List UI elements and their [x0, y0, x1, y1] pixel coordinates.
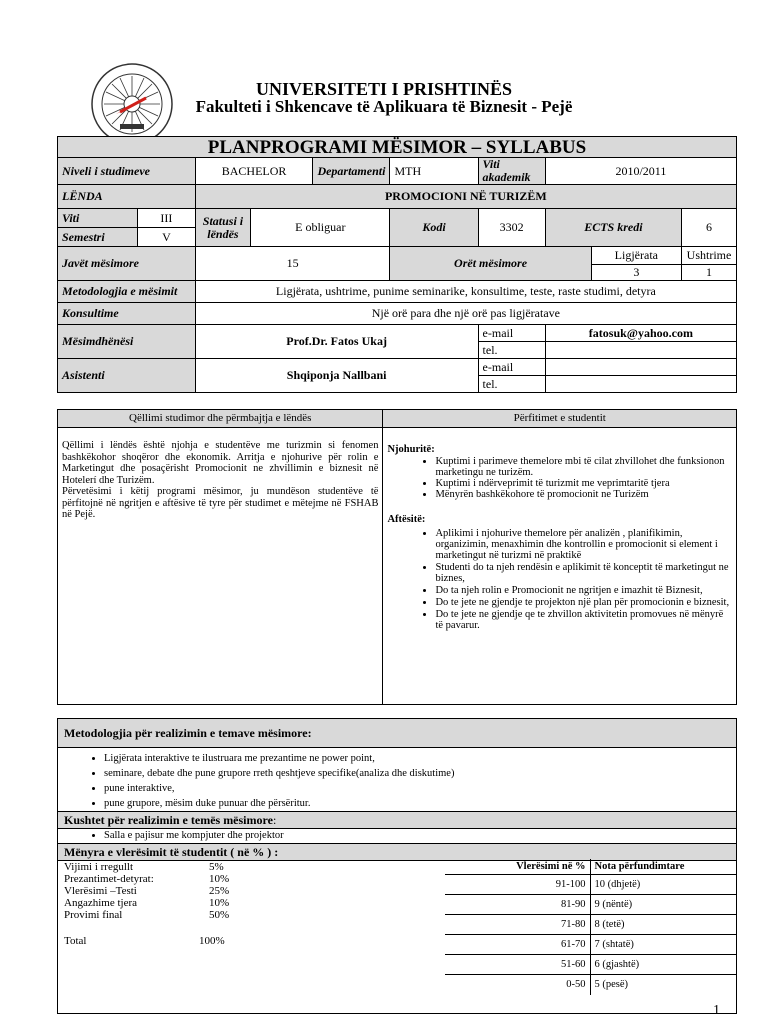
departamenti-value: MTH: [390, 158, 478, 185]
aims-content: [58, 428, 383, 705]
asistenti-email-label: e-mail: [478, 359, 545, 376]
ushtrime-value: 1: [682, 265, 737, 281]
ligjerata-label: Ligjërata: [591, 247, 681, 265]
viti-akademik-label: Viti akademik: [478, 158, 545, 185]
grade-range: 51-60: [445, 955, 590, 975]
assessment-total-row: [64, 935, 294, 947]
aims-header: Qëllimi studimor dhe përmbajtja e lëndës: [58, 410, 383, 428]
grade-range: 61-70: [445, 935, 590, 955]
assessment-row: [64, 909, 294, 921]
assessment-label: Vijimi i rregullt: [64, 861, 133, 873]
assessment-total-label: Total: [64, 935, 87, 947]
asistenti-value: Shqiponja Nallbani: [195, 359, 478, 393]
conditions-colon: :: [272, 813, 277, 827]
grade-value: 7 (shtatë): [590, 935, 736, 955]
aims-benefits-table: [57, 409, 737, 705]
benefits-content: [383, 428, 737, 705]
mesimdhenesi-label: Mësimdhënësi: [58, 325, 196, 359]
assessment-row: [64, 873, 294, 885]
grade-value: 10 (dhjetë): [590, 875, 736, 895]
kodi-value: 3302: [478, 209, 545, 247]
list-item: • Do te jete ne gjendje te projekton një plan për promocionin e biznesit,: [435, 597, 732, 608]
ects-label: ECTS kredi: [545, 209, 681, 247]
konsultime-value: Një orë para dhe një orë pas ligjëratave: [195, 303, 736, 325]
methodology-header: Metodologjia për realizimin e temave mësimore:: [58, 719, 736, 748]
ushtrime-label: Ushtrime: [682, 247, 737, 265]
grades-header-grade: Nota përfundimtare: [590, 859, 736, 875]
list-item: • pune grupore, mësim duke punuar dhe përsëritur.: [104, 796, 736, 811]
assessment-label: Vlerësimi –Testi: [64, 885, 137, 897]
assessment-value: 10%: [209, 873, 230, 885]
list-item: • Kuptimi i ndërveprimit të turizmit me veprimtaritë tjera: [435, 478, 732, 489]
metodologjia-value: Ligjërata, ushtrime, punime seminarike, konsultime, teste, raste studimi, detyra: [195, 281, 736, 303]
assessment-label: Provimi final: [64, 909, 123, 921]
asistenti-tel-label: tel.: [478, 376, 545, 393]
metodologjia-label: Metodologjia e mësimit: [58, 281, 196, 303]
assessment-value: 10%: [209, 897, 230, 909]
grade-value: 8 (tetë): [590, 915, 736, 935]
list-item: • Studenti do ta njeh rendësin e aplikimit të konceptit të marketingut ne biznes,: [435, 562, 732, 584]
javet-label: Javët mësimore: [58, 247, 196, 281]
grade-range: 71-80: [445, 915, 590, 935]
list-item: • Mënyrën bashkëkohore të promocionit ne Turizëm: [435, 489, 732, 500]
assessment-label: Angazhime tjera: [64, 897, 137, 909]
aims-paragraph-2: Përvetësimi i këtij programi mësimor, ju mundëson studentëve të përfitojnë në ngritjen e aftësive të tyre për studimet e mëtejme në FSHAB në Pejë.: [62, 486, 379, 520]
assessment-label: Prezantimet-detyrat:: [64, 873, 154, 885]
grades-table: [445, 859, 736, 995]
assessment-row: [64, 861, 294, 873]
viti-label: Viti: [58, 209, 138, 228]
syllabus-title: PLANPROGRAMI MËSIMOR – SYLLABUS: [58, 137, 737, 158]
grades-header-range: Vlerësimi në %: [445, 859, 590, 875]
aftesite-label: Aftësitë:: [387, 513, 426, 525]
methodology-list: [58, 748, 736, 811]
assessment-row: [64, 885, 294, 897]
departamenti-label: Departamenti: [313, 158, 390, 185]
ligjerata-value: 3: [591, 265, 681, 281]
conditions-title: Kushtet për realizimin e temës mësimore: [64, 813, 273, 827]
grade-range: 0-50: [445, 975, 590, 995]
assessment-list: [64, 861, 294, 947]
semestri-label: Semestri: [58, 228, 138, 247]
asistenti-email-value: [545, 359, 736, 376]
statusi-label: Statusi i lëndës: [195, 209, 250, 247]
viti-akademik-value: 2010/2011: [545, 158, 736, 185]
aftesite-list: [387, 528, 732, 631]
conditions-list: [58, 829, 736, 843]
methodology-block: [57, 718, 737, 1014]
niveli-label: Niveli i studimeve: [58, 158, 196, 185]
university-name: UNIVERSITETI I PRISHTINËS: [255, 79, 513, 99]
assessment-total-value: 100%: [199, 935, 225, 947]
page-number: 1: [713, 1003, 720, 1018]
asistenti-label: Asistenti: [58, 359, 196, 393]
list-item: • Ligjërata interaktive te ilustruara me prezantime ne power point,: [104, 751, 736, 766]
syllabus-info-table: [57, 136, 737, 393]
statusi-value: E obliguar: [251, 209, 390, 247]
list-item: • Aplikimi i njohurive themelore për analizën , planifikimin, organizimin, menaxhimin dhe kontrollin e promocionit si element i marketingut në turizmi në praktikë: [435, 528, 732, 561]
mesimdhenesi-email: fatosuk@yahoo.com: [545, 325, 736, 342]
list-item: • Salla e pajisur me kompjuter dhe projektor: [104, 829, 736, 843]
aims-paragraph-1: Qëllimi i lëndës është njohja e studentëve me turizmin si fenomen bashkëkohor shoqëror dhe ekonomik. Arritja e njohurive për rolin e Marketingut dhe posaçërisht Promocionit ne zhvillimin e biznesit në Hotelerí dhe Turizëm.: [62, 440, 379, 486]
njohurite-list: [387, 456, 732, 500]
grade-value: 9 (nëntë): [590, 895, 736, 915]
conditions-header: [58, 811, 736, 829]
viti-value: III: [138, 209, 196, 228]
assessment-value: 50%: [209, 909, 230, 921]
list-item: • Do te jete ne gjendje qe te zhvillon aktivitetin promovues në mënyrë të pavarur.: [435, 609, 732, 631]
konsultime-label: Konsultime: [58, 303, 196, 325]
njohurite-label: Njohuritë:: [387, 444, 435, 455]
grade-range: 81-90: [445, 895, 590, 915]
mesimdhenesi-tel-value: [545, 342, 736, 359]
list-item: • pune interaktive,: [104, 781, 736, 796]
grade-range: 91-100: [445, 875, 590, 895]
assessment-value: 25%: [209, 885, 230, 897]
mesimdhenesi-tel-label: tel.: [478, 342, 545, 359]
assessment-value: 5%: [209, 861, 224, 873]
oret-label: Orët mësimore: [390, 247, 591, 281]
benefits-header: Përfitimet e studentit: [383, 410, 737, 428]
asistenti-tel-value: [545, 376, 736, 393]
faculty-name: Fakulteti i Shkencave të Aplikuara të Biznesit - Pejë: [195, 97, 573, 116]
list-item: • Do ta njeh rolin e Promocionit ne ngritjen e imazhit të Biznesit,: [435, 585, 732, 596]
grade-value: 5 (pesë): [590, 975, 736, 995]
assessment-row: [64, 897, 294, 909]
lenda-value: PROMOCIONI NË TURIZËM: [195, 185, 736, 209]
grade-value: 6 (gjashtë): [590, 955, 736, 975]
list-item: • seminare, debate dhe pune grupore rreth qeshtjeve specifike(analiza dhe diskutime): [104, 766, 736, 781]
assessment-header: Mënyra e vlerësimit të studentit ( në % ) :: [58, 843, 736, 861]
ects-value: 6: [682, 209, 737, 247]
niveli-value: BACHELOR: [195, 158, 313, 185]
semestri-value: V: [138, 228, 196, 247]
lenda-label: LËNDA: [58, 185, 196, 209]
kodi-label: Kodi: [390, 209, 478, 247]
mesimdhenesi-email-label: e-mail: [478, 325, 545, 342]
javet-value: 15: [195, 247, 390, 281]
mesimdhenesi-value: Prof.Dr. Fatos Ukaj: [195, 325, 478, 359]
list-item: • Kuptimi i parimeve themelore mbi të cilat zhvillohet dhe funksionon marketingu ne turizëm.: [435, 456, 732, 478]
